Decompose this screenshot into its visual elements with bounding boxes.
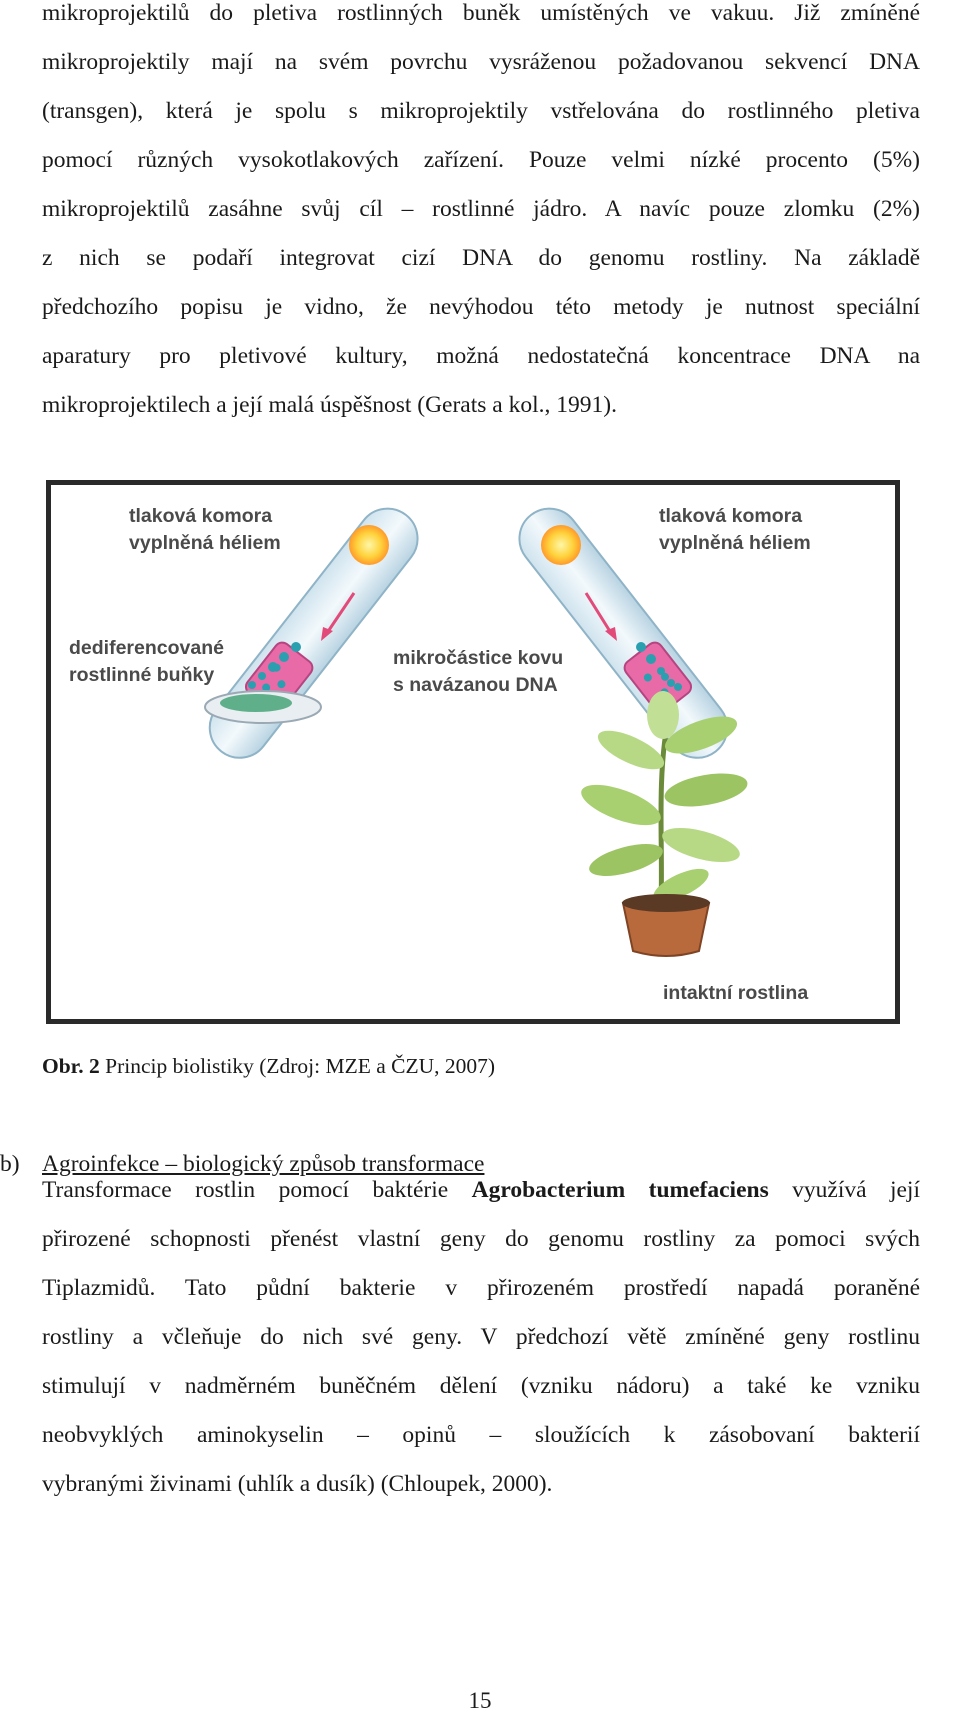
label-line: dediferencované [69, 637, 224, 659]
label-dedifferentiated-cells [69, 635, 224, 689]
label-intact-plant [663, 980, 808, 1007]
caption-text: Princip biolistiky (Zdroj: MZE a ČZU, 2007) [105, 1054, 496, 1078]
text-line [42, 1166, 920, 1215]
text-line: Tiplazmidů. Tato půdní bakterie v přirozeném prostředí napadá poraněné [42, 1275, 920, 1301]
label-line: tlaková komora [129, 505, 273, 527]
text-line: přirozené schopnosti přenést vlastní geny do genomu rostliny za pomoci svých [42, 1226, 920, 1252]
petri-dish-icon [205, 691, 321, 723]
label-line: vyplněná héliem [129, 532, 281, 554]
label-line: tlaková komora [659, 505, 803, 527]
label-pressure-chamber-right [659, 503, 811, 557]
label-line: intaktní rostlina [663, 982, 809, 1004]
paragraph-biolistics [42, 0, 920, 430]
text-line: vybranými živinami (uhlík a dusík) (Chloupek, 2000). [42, 1471, 553, 1497]
text-run: Transformace rostlin pomocí baktérie [42, 1177, 472, 1203]
label-line: vyplněná héliem [659, 532, 811, 554]
plant-icon [576, 691, 750, 956]
text-line: (transgen), která je spolu s mikroprojektily vstřelována do rostlinného pletiva [42, 98, 920, 124]
text-line: pomocí různých vysokotlakových zařízení. Pouze velmi nízké procento (5%) [42, 147, 920, 173]
label-line: mikročástice kovu [393, 647, 564, 669]
biolistics-illustration [51, 485, 895, 1019]
bacterium-name: Agrobacterium tumefaciens [471, 1177, 769, 1203]
section-title: Agroinfekce – biologický způsob transformace [42, 1151, 485, 1177]
text-line: mikroprojektily mají na svém povrchu vysráženou požadovanou sekvencí DNA [42, 49, 920, 75]
text-line: předchozího popisu je vidno, že nevýhodou této metody je nutnost speciální [42, 294, 920, 320]
section-label: b) [0, 1151, 20, 1177]
label-line: s navázanou DNA [393, 674, 558, 696]
biolistics-figure [46, 480, 900, 1024]
text-run: využívá její [768, 1177, 920, 1203]
text-line: stimulují v nadměrném buněčném dělení (vzniku nádoru) a také ke vzniku [42, 1373, 920, 1399]
label-metal-microparticles [393, 645, 563, 699]
text-line: rostliny a včleňuje do nich své geny. V předchozí větě zmíněné geny rostlinu [42, 1324, 920, 1350]
text-line: aparatury pro pletivové kultury, možná nedostatečná koncentrace DNA na [42, 343, 920, 369]
caption-number: 2 [89, 1054, 100, 1078]
paragraph-agroinfection [42, 1166, 920, 1509]
caption-prefix: Obr. [42, 1054, 84, 1078]
label-pressure-chamber-left [129, 503, 281, 557]
text-line: mikroprojektilech a její malá úspěšnost (Gerats a kol., 1991). [42, 392, 617, 418]
text-line: neobvyklých aminokyselin – opinů – sloužících k zásobovaní bakterií [42, 1422, 920, 1448]
page-number: 15 [468, 1688, 492, 1713]
text-line: mikroprojektilů zasáhne svůj cíl – rostlinné jádro. A navíc pouze zlomku (2%) [42, 196, 920, 222]
label-line: rostlinné buňky [69, 664, 215, 686]
text-line: mikroprojektilů do pletiva rostlinných buněk umístěných ve vakuu. Již zmíněné [42, 0, 920, 26]
figure-caption [42, 1054, 495, 1079]
text-line: z nich se podaří integrovat cizí DNA do genomu rostliny. Na základě [42, 245, 920, 271]
